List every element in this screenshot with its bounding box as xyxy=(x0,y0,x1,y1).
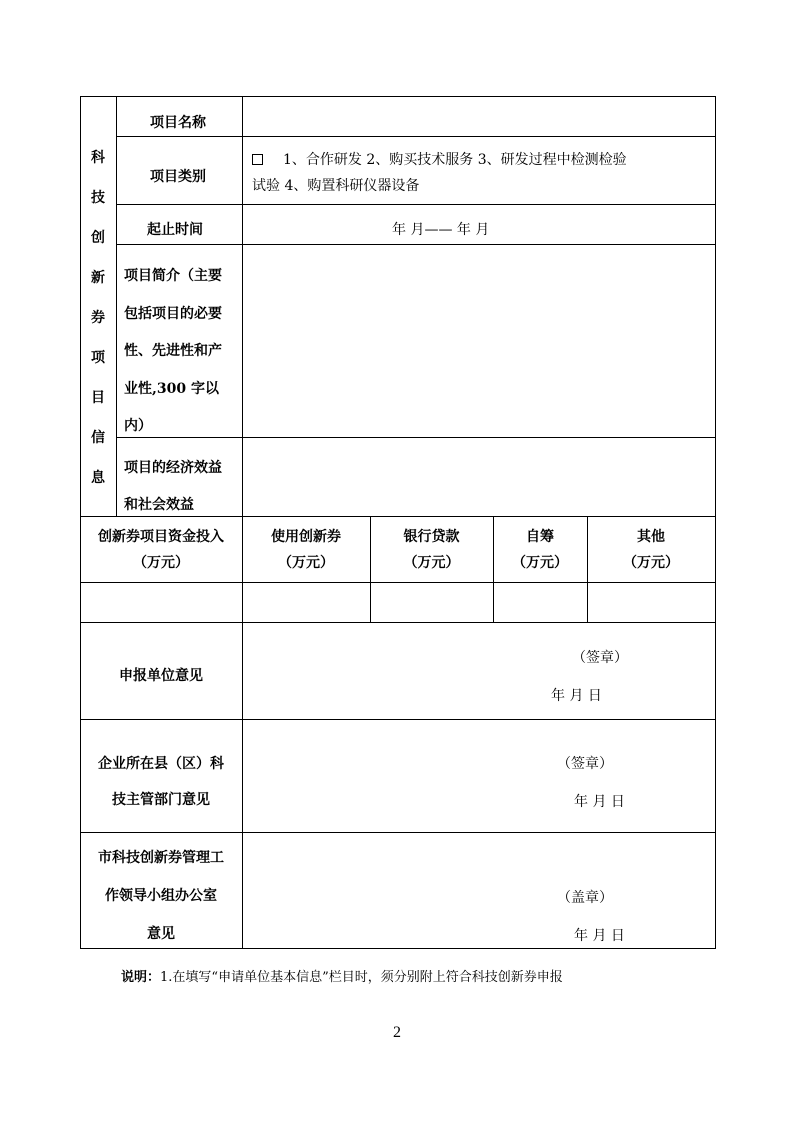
city-opinion-label xyxy=(80,849,242,943)
project-intro-label-line: 性、先进性和产 xyxy=(124,343,222,359)
project-intro-label-line: 项目简介（主要 xyxy=(124,268,222,284)
applicant-seal: （签章） xyxy=(572,650,628,666)
city-opinion-label-line1: 市科技创新券管理工 xyxy=(98,850,224,866)
row-divider xyxy=(116,244,716,245)
funding-other-header xyxy=(587,528,715,572)
row-divider xyxy=(80,719,716,720)
funding-self-header xyxy=(493,528,587,572)
row-divider xyxy=(80,832,716,833)
project-benefit-label-line: 项目的经济效益 xyxy=(124,460,222,476)
section-label-char: 信 xyxy=(91,430,105,446)
footnote xyxy=(121,966,563,985)
project-type-options-line1: 1、合作研发 2、购买技术服务 3、研发过程中检测检验 xyxy=(283,152,627,168)
project-benefit-label-line: 和社会效益 xyxy=(124,497,194,513)
project-intro-label-line: 业性,300 字以 xyxy=(124,380,219,397)
period-value: 年 月—— 年 月 xyxy=(392,222,490,238)
section-label-char: 目 xyxy=(91,390,105,406)
project-type-label: 项目类别 xyxy=(150,169,206,185)
project-name-label: 项目名称 xyxy=(150,115,206,131)
project-intro-label-line: 内） xyxy=(124,418,152,434)
city-date: 年 月 日 xyxy=(574,928,625,944)
section-label-char: 技 xyxy=(91,190,105,206)
project-benefit-label xyxy=(124,450,240,524)
table-border-bottom xyxy=(80,948,716,949)
project-intro-label xyxy=(124,258,240,446)
county-opinion-label-line1: 企业所在县（区）科 xyxy=(98,756,224,772)
funding-total-header-line1: 创新券项目资金投入 xyxy=(98,529,224,545)
funding-other-header-line2: （万元） xyxy=(623,555,679,571)
section-label-char: 项 xyxy=(91,350,105,366)
row-divider xyxy=(80,622,716,623)
table-border-top xyxy=(80,96,716,97)
funding-voucher-header-line2: （万元） xyxy=(278,555,334,571)
footnote-text: 1.在填写“申请单位基本信息”栏目时，须分别附上符合科技创新券申报 xyxy=(160,970,563,985)
project-type-options xyxy=(252,151,627,169)
section-label-char: 息 xyxy=(91,470,105,486)
section-label-char: 创 xyxy=(91,230,105,246)
county-opinion-label xyxy=(80,755,242,809)
row-divider xyxy=(116,136,716,137)
funding-loan-header-line2: （万元） xyxy=(403,555,460,571)
project-type-checkbox[interactable] xyxy=(252,154,263,165)
section-label-char: 券 xyxy=(91,310,105,326)
applicant-date: 年 月 日 xyxy=(551,688,602,704)
column-divider xyxy=(116,96,117,516)
page-number: 2 xyxy=(393,1024,401,1041)
project-type-options-line2: 试验 4、购置科研仪器设备 xyxy=(252,178,420,194)
funding-total-header xyxy=(80,528,242,572)
column-divider xyxy=(242,96,243,949)
city-opinion-label-line3: 意见 xyxy=(147,926,175,942)
county-date: 年 月 日 xyxy=(574,794,625,810)
applicant-opinion-label: 申报单位意见 xyxy=(119,668,203,684)
city-opinion-label-line2: 作领导小组办公室 xyxy=(105,888,217,904)
funding-total-header-line2: （万元） xyxy=(133,555,189,571)
project-intro-label-line: 包括项目的必要 xyxy=(124,305,222,322)
table-border-right xyxy=(715,96,716,949)
city-seal: （盖章） xyxy=(557,890,613,906)
funding-voucher-header xyxy=(242,528,370,572)
row-divider xyxy=(80,582,716,583)
funding-self-header-line2: （万元） xyxy=(512,555,568,571)
period-label: 起止时间 xyxy=(147,222,203,238)
section-label-vertical xyxy=(80,138,116,498)
section-label-char: 科 xyxy=(91,150,105,166)
funding-self-header-line1: 自筹 xyxy=(526,529,554,545)
funding-voucher-header-line1: 使用创新券 xyxy=(271,529,341,545)
county-opinion-label-line2: 技主管部门意见 xyxy=(112,792,210,808)
funding-loan-header xyxy=(370,528,493,572)
footnote-prefix: 说明： xyxy=(121,970,161,985)
row-divider xyxy=(116,204,716,205)
funding-loan-header-line1: 银行贷款 xyxy=(403,529,460,545)
county-seal: （签章） xyxy=(557,756,613,772)
funding-other-header-line1: 其他 xyxy=(637,529,665,545)
section-label-char: 新 xyxy=(91,270,105,286)
